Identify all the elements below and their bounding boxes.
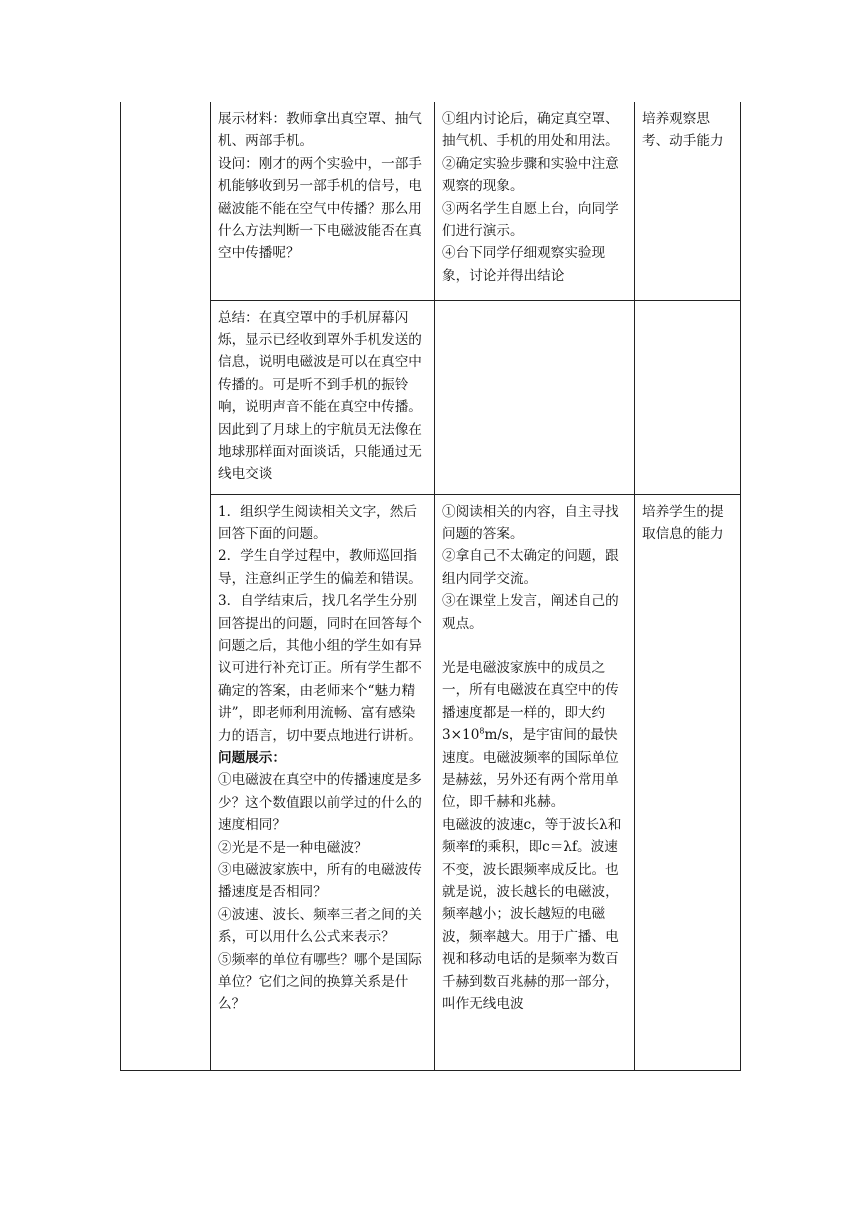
teacher-paragraph: 1．组织学生阅读相关文字，然后回答下面的问题。 — [218, 503, 417, 542]
question-item: ①电磁波在真空中的传播速度是多少？这个数值跟以前学过的什么的速度相同？ — [218, 772, 422, 834]
student-paragraph: ①组内讨论后，确定真空罩、抽气机、手机的用处和用法。 — [442, 111, 619, 150]
design-intent-text: 培养学生的提取信息的能力 — [642, 503, 724, 542]
questions-heading: 问题展示： — [218, 749, 286, 766]
lesson-plan-table — [120, 102, 741, 1071]
student-answer-speed — [442, 657, 628, 814]
student-activity-cell — [435, 102, 635, 300]
question-item: ⑤频率的单位有哪些？哪个是国际单位？它们之间的换算关系是什么？ — [218, 951, 422, 1013]
teacher-paragraph: 3．自学结束后，找几名学生分别回答提出的问题，同时在回答每个问题之后，其他小组的学生如有异议可进行补充订正。所有学生都不确定的答案，由老师来个“魅力精讲”，即老师利用流畅、富有感染力的语言，切中要点地进行讲析。 — [218, 593, 422, 744]
teacher-paragraph: 展示材料：教师拿出真空罩、抽气机、两部手机。 — [218, 111, 422, 150]
student-paragraph: ①阅读相关的内容，自主寻找问题的答案。 — [442, 503, 619, 542]
table-row — [121, 102, 741, 300]
student-answer-wave: 电磁波的波速c，等于波长λ和频率f的乘积，即c＝λf。波速不变，波长跟频率成反比。也就是说，波长越长的电磁波，频率越小；波长越短的电磁波，频率越大。用于广播、电视和移动电话的是频率为数百千赫到数百兆赫的那一部分，叫作无线电波 — [442, 816, 622, 1013]
student-activity-cell — [435, 300, 635, 494]
teacher-activity-cell — [211, 300, 435, 494]
student-paragraph: ②确定实验步骤和实验中注意观察的现象。 — [442, 155, 619, 195]
student-activity-cell — [435, 494, 635, 1070]
question-item: ②光是不是一种电磁波？ — [218, 839, 368, 856]
table-row — [121, 300, 741, 494]
answer-text: 光是电磁波家族中的成员之一，所有电磁波在真空中的传播速度都是一样的，即大约3×10 — [442, 659, 619, 744]
question-item: ③电磁波家族中，所有的电磁波传播速度是否相同？ — [218, 862, 422, 901]
teacher-paragraph: 总结：在真空罩中的手机屏幕闪烁，显示已经收到罩外手机发送的信息，说明电磁波是可以在真空中传播的。可是听不到手机的振铃响，说明声音不能在真空中传播。因此到了月球上的宇航员无法像在地球那样面对面谈话，只能通过无线电交谈 — [218, 309, 422, 483]
teacher-paragraph: 设问：刚才的两个实验中，一部手机能够收到另一部手机的信号，电磁波能不能在空气中传播？那么用什么方法判断一下电磁波能否在真空中传播呢？ — [218, 155, 422, 262]
teacher-activity-cell — [211, 494, 435, 1070]
student-paragraph: ②拿自己不太确定的问题，跟组内同学交流。 — [442, 548, 619, 587]
design-intent-text: 培养观察思考、动手能力 — [642, 111, 724, 150]
answer-text: m/s，是宇宙间的最快速度。电磁波频率的国际单位是赫兹，另外还有两个常用单位，即千赫和兆赫。 — [442, 727, 619, 811]
question-item: ④波速、波长、频率三者之间的关系，可以用什么公式来表示？ — [218, 906, 422, 946]
student-paragraph: ④台下同学仔细观察实验现象，讨论并得出结论 — [442, 245, 606, 284]
table-row — [121, 494, 741, 1070]
exponent: 8 — [479, 726, 485, 736]
teacher-activity-cell — [211, 102, 435, 300]
teacher-paragraph: 2．学生自学过程中，教师巡回指导，注意纠正学生的偏差和错误。 — [218, 548, 422, 587]
spacer — [442, 635, 628, 657]
student-paragraph: ③在课堂上发言，阐述自己的观点。 — [442, 593, 619, 632]
design-intent-cell — [635, 494, 741, 1070]
design-intent-cell — [635, 102, 741, 300]
design-intent-cell — [635, 300, 741, 494]
student-paragraph: ③两名学生自愿上台，向同学们进行演示。 — [442, 200, 619, 240]
phase-column-cell — [121, 102, 211, 1070]
